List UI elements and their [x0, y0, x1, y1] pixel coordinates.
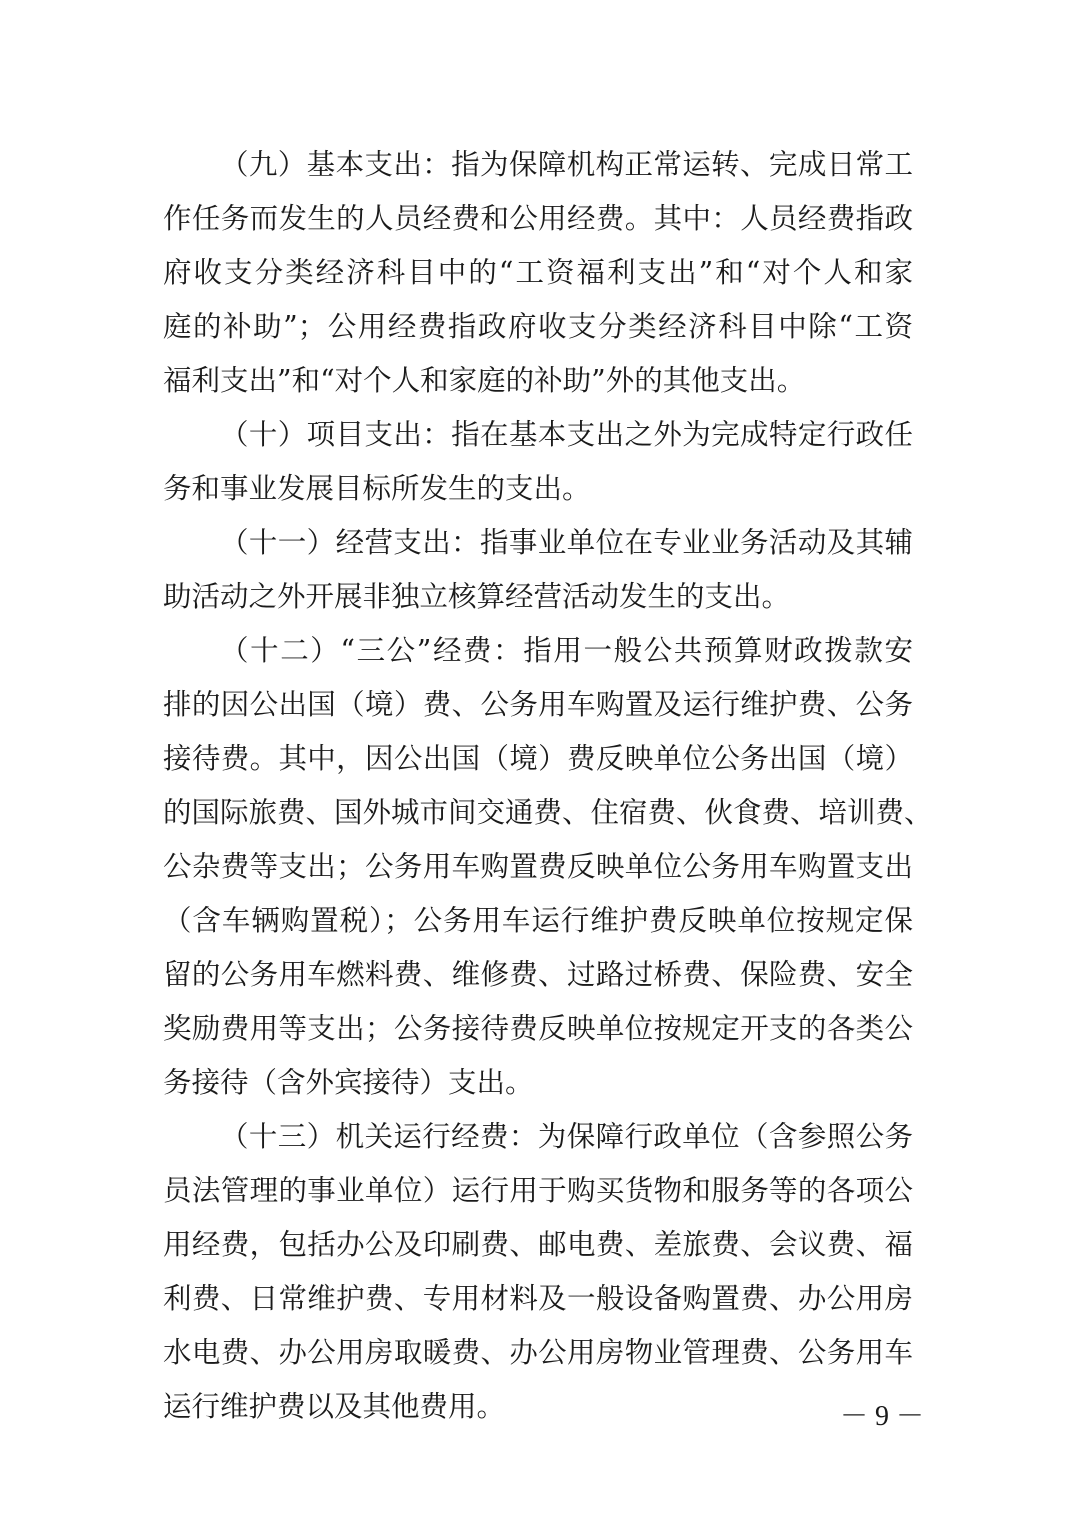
paragraph-9-line-2: 作任务而发生的人员经费和公用经费。其中：人员经费指政 [163, 202, 913, 235]
paragraph-12-line-3: 接待费。其中，因公出国（境）费反映单位公务出国（境） [163, 742, 913, 775]
paragraph-9-line-3: 府收支分类经济科目中的“工资福利支出”和“对个人和家 [163, 256, 913, 289]
paragraph-13-line-3: 用经费，包括办公及印刷费、邮电费、差旅费、会议费、福 [163, 1228, 913, 1261]
paragraph-12-line-7: 留的公务用车燃料费、维修费、过路过桥费、保险费、安全 [163, 958, 913, 991]
paragraph-13-line-2: 员法管理的事业单位）运行用于购买货物和服务等的各项公 [163, 1174, 913, 1207]
paragraph-11-line-2: 助活动之外开展非独立核算经营活动发生的支出。 [163, 580, 791, 613]
paragraph-12-line-5: 公杂费等支出；公务用车购置费反映单位公务用车购置支出 [163, 850, 913, 883]
paragraph-12-line-4: 的国际旅费、国外城市间交通费、住宿费、伙食费、培训费、 [163, 796, 933, 829]
paragraph-13-line-6: 运行维护费以及其他费用。 [163, 1390, 506, 1423]
paragraph-11-line-1: （十一）经营支出：指事业单位在专业业务活动及其辅 [220, 526, 913, 559]
paragraph-12-line-2: 排的因公出国（境）费、公务用车购置及运行维护费、公务 [163, 688, 913, 721]
paragraph-12-line-9: 务接待（含外宾接待）支出。 [163, 1066, 534, 1099]
paragraph-13-line-5: 水电费、办公用房取暖费、办公用房物业管理费、公务用车 [163, 1336, 913, 1369]
paragraph-12-line-6: （含车辆购置税）；公务用车运行维护费反映单位按规定保 [163, 904, 913, 937]
paragraph-13-line-1: （十三）机关运行经费：为保障行政单位（含参照公务 [220, 1120, 913, 1153]
paragraph-10-line-2: 务和事业发展目标所发生的支出。 [163, 472, 591, 505]
paragraph-9-line-5: 福利支出”和“对个人和家庭的补助”外的其他支出。 [163, 364, 806, 397]
paragraph-13-line-4: 利费、日常维护费、专用材料及一般设备购置费、办公用房 [163, 1282, 913, 1315]
paragraph-10-line-1: （十）项目支出：指在基本支出之外为完成特定行政任 [220, 418, 913, 451]
paragraph-9-line-4: 庭的补助”；公用经费指政府收支分类经济科目中除“工资 [163, 310, 913, 343]
paragraph-12-line-1: （十二）“三公”经费：指用一般公共预算财政拨款安 [220, 634, 913, 667]
paragraph-12-line-8: 奖励费用等支出；公务接待费反映单位按规定开支的各类公 [163, 1012, 913, 1045]
paragraph-9-line-1: （九）基本支出：指为保障机构正常运转、完成日常工 [220, 148, 913, 181]
page-number: － 9 － [840, 1401, 925, 1432]
